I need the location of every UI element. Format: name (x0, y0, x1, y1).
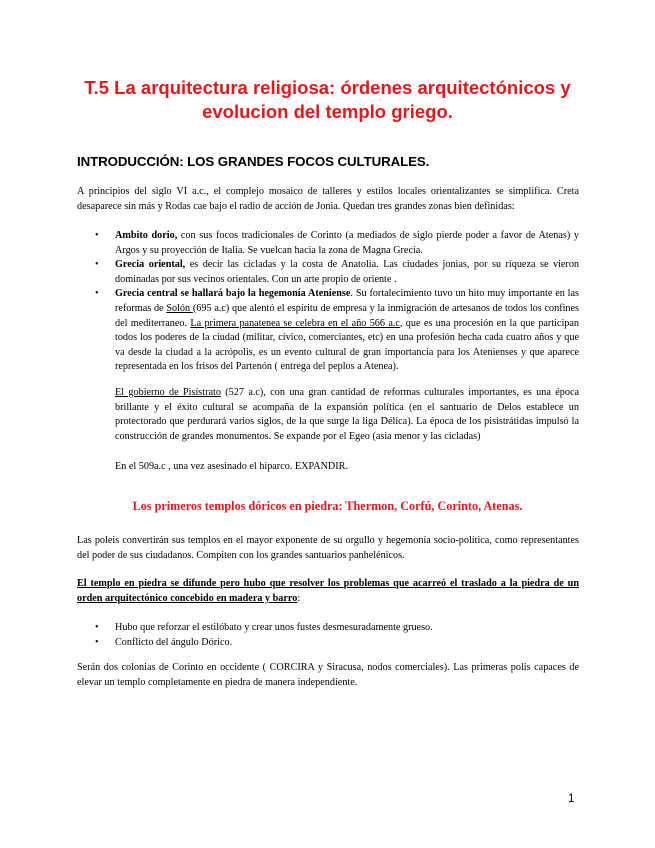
zone-dorio-text: con sus focos tradicionales de Corinto (a mediados de siglo pierde poder a favor de Atenas) y Argos y su proyección de Italia. Se vuelcan hacia la zona de Magna Grecia. (115, 230, 579, 256)
intro-heading: INTRODUCCIÓN: LOS GRANDES FOCOS CULTURALES. (77, 154, 430, 169)
zone-central-text-c: , que es una procesión en la que participan todos los poderes de la ciudad (militar, cívico, comerciantes, etc) en una profesión hecha cada cuatro años y que va desde la ciudad a la acrópolis, es un evento cultural de gran importancia para los Atenienses y que aparece representada en los frisos del Partenón ( entrega del peplos a Atenea). (115, 317, 579, 373)
serian-paragraph: Serán dos colonias de Corinto en occidente ( CORCIRA y Siracusa, nodos comerciales). Las primeras polis capaces de elevar un templo completamente en piedra de manera independiente. (77, 662, 579, 688)
bullet-icon: • (95, 288, 99, 300)
zone-central-text-a: . Su fortalecimiento tuvo un hito muy importante en las reformas de (115, 288, 579, 314)
list-item (77, 621, 579, 636)
dorico-heading: Los primeros templos dóricos en piedra: Thermon, Corfú, Corinto, Atenas. (132, 499, 523, 513)
zones-list (77, 229, 579, 375)
panatenea-underlined: La primera panatenea se celebra en el año 566 a.c (190, 317, 400, 329)
zone-oriental-text: es decir las cicladas y la costa de Anatolia. Las ciudades jonias, por su riqueza se vieron dominadas por sus vecinos orientales. Con un arte propio de oriente . (115, 259, 580, 285)
intro-paragraph: A principios del siglo VI a.c., el complejo mosaico de talleres y estilos locales orientalizantes se simplifica. Creta desaparece sin más y Rodas cae bajo el radio de acción de Jonia. Quedan tres grandes zonas bien definidas: (77, 186, 579, 212)
problem-text: Conflicto del ángulo Dórico. (115, 636, 233, 648)
bullet-icon: • (95, 636, 99, 648)
pisistrato-underlined: El gobierno de Pisístrato (115, 387, 221, 398)
templo-colon: : (297, 592, 301, 604)
document-title: T.5 La arquitectura religiosa: órdenes arquitectónicos y evolucion del templo griego. (84, 77, 571, 122)
pisistrato-paragraph (115, 386, 579, 444)
bullet-icon: • (95, 230, 99, 241)
templo-paragraph (77, 577, 579, 606)
poleis-paragraph: Las poleis convertirán sus templos en el mayor exponente de su orgullo y hegemonía socio-política, como representantes del poder de sus ciudadanos. Compiten con los grandes santuarios panhelénicos. (77, 535, 579, 561)
problems-list (77, 621, 579, 650)
bullet-icon: • (95, 259, 99, 271)
list-item (77, 258, 579, 287)
problem-text: Hubo que reforzar el estilóbato y crear unos fustes desmesuradamente grueso. (115, 622, 433, 633)
list-item (77, 287, 579, 375)
list-item (77, 229, 579, 258)
bullet-icon: • (95, 622, 99, 633)
zone-dorio-bold: Ambito dorio, (115, 230, 178, 241)
zone-oriental-bold: Grecia oriental, (115, 259, 186, 271)
p509-paragraph: En el 509a.c , una vez asesinado el hiparco. EXPANDIR. (115, 461, 349, 472)
zone-central-bold: Grecia central se hallará bajo la hegemonía Ateniense (115, 288, 351, 300)
list-item (77, 636, 579, 651)
templo-bold-underlined: El templo en piedra se difunde pero hubo que resolver los problemas que acarreó el traslado a la piedra de un orden arquitectónico concebido en madera y barro (77, 578, 579, 604)
pisistrato-text: (527 a.c), con una gran cantidad de reformas culturales importantes, es una época brillante y el éxito cultural se acompaña de la expansión política (en el santuario de Delos establece un protectorado que perdurará varios siglos, de la que surge la liga Délica). La época de los pisistrátidas impulsó la construcción de grandes monumentos. Se expande por el Egeo (asia menor y las cicladas) (115, 387, 579, 442)
page-number: 1 (568, 793, 575, 805)
solon-link-text: Solón (166, 302, 193, 314)
zone-central-text-b: (695 a.c) que alentó el espíritu de empresa y la inmigración de artesanos de todos los confines del mediterraneo. (115, 302, 580, 329)
